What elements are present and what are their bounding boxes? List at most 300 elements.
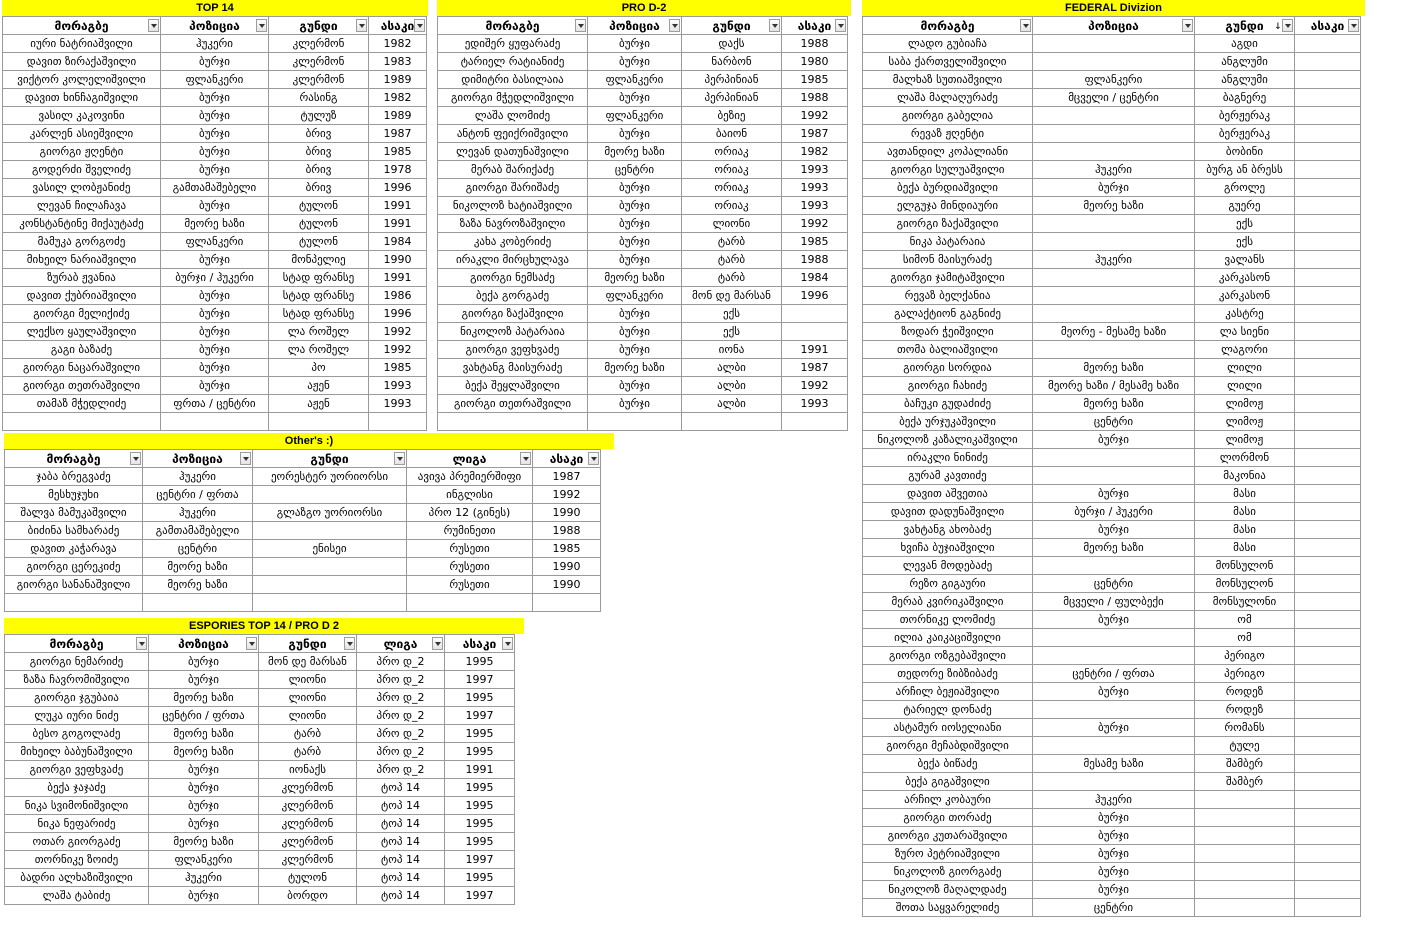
table-cell[interactable]: ტოპ 14 bbox=[357, 815, 445, 833]
table-cell[interactable]: 1995 bbox=[445, 689, 515, 707]
table-cell[interactable]: მასი bbox=[1195, 539, 1295, 557]
table-cell[interactable]: კასტრე bbox=[1195, 305, 1295, 323]
table-cell[interactable] bbox=[269, 413, 369, 431]
table-cell[interactable]: გიორგი გაბელია bbox=[863, 107, 1033, 125]
table-cell[interactable]: თორნიკე ზოიძე bbox=[5, 851, 149, 869]
table-cell[interactable] bbox=[1033, 53, 1195, 71]
filter-dropdown-icon[interactable] bbox=[769, 19, 780, 32]
table-cell[interactable] bbox=[1195, 899, 1295, 917]
table-cell[interactable] bbox=[1195, 881, 1295, 899]
table-cell[interactable]: კლერმონ bbox=[269, 53, 369, 71]
table-cell[interactable]: აჟენ bbox=[269, 395, 369, 413]
table-cell[interactable] bbox=[1295, 773, 1361, 791]
table-cell[interactable]: გალაქტიონ გაგნიძე bbox=[863, 305, 1033, 323]
table-cell[interactable]: ფლანკერი bbox=[161, 71, 269, 89]
filter-dropdown-icon[interactable] bbox=[130, 452, 141, 465]
table-cell[interactable]: ნიკოლოზ ხატიაშვილი bbox=[438, 197, 588, 215]
table-cell[interactable]: ინგლისი bbox=[407, 486, 533, 504]
table-cell[interactable]: 1987 bbox=[533, 468, 601, 486]
table-cell[interactable]: 1985 bbox=[782, 233, 848, 251]
table-cell[interactable]: არჩილ ბეჟიაშვილი bbox=[863, 683, 1033, 701]
table-cell[interactable]: ბრივ bbox=[269, 143, 369, 161]
filter-dropdown-icon[interactable] bbox=[414, 19, 425, 32]
table-cell[interactable]: ტულუზ bbox=[269, 107, 369, 125]
table-cell[interactable]: ლიონი bbox=[259, 671, 357, 689]
table-cell[interactable]: ბურჯი bbox=[161, 161, 269, 179]
table-cell[interactable]: ბურჯი bbox=[161, 377, 269, 395]
table-cell[interactable]: იური ნატრიაშვილი bbox=[3, 35, 161, 53]
table-cell[interactable]: ლაშა ტაბიძე bbox=[5, 887, 149, 905]
table-cell[interactable] bbox=[588, 413, 682, 431]
table-cell[interactable] bbox=[1033, 143, 1195, 161]
table-cell[interactable]: პრო დ_2 bbox=[357, 707, 445, 725]
table-cell[interactable] bbox=[1033, 269, 1195, 287]
table-cell[interactable]: 1984 bbox=[369, 233, 427, 251]
table-cell[interactable]: 1989 bbox=[369, 107, 427, 125]
table-cell[interactable]: ბურჯი bbox=[149, 653, 259, 671]
table-cell[interactable] bbox=[1295, 485, 1361, 503]
table-cell[interactable] bbox=[1295, 251, 1361, 269]
table-cell[interactable]: ბურჯი bbox=[149, 779, 259, 797]
table-cell[interactable]: დავით აშვეთია bbox=[863, 485, 1033, 503]
table-cell[interactable]: ჰუკერი bbox=[143, 504, 253, 522]
table-cell[interactable]: 1995 bbox=[445, 797, 515, 815]
table-cell[interactable]: ლიმოჟ bbox=[1195, 413, 1295, 431]
table-cell[interactable] bbox=[1295, 323, 1361, 341]
table-cell[interactable]: 1995 bbox=[445, 725, 515, 743]
table-cell[interactable] bbox=[1295, 53, 1361, 71]
table-cell[interactable] bbox=[782, 413, 848, 431]
table-cell[interactable] bbox=[1295, 233, 1361, 251]
table-cell[interactable]: მეორე ხაზი bbox=[588, 359, 682, 377]
table-cell[interactable]: 1988 bbox=[782, 89, 848, 107]
table-cell[interactable]: მეორე ხაზი bbox=[1033, 197, 1195, 215]
table-cell[interactable]: ბურჯი bbox=[161, 107, 269, 125]
table-cell[interactable]: ბურჯი bbox=[1033, 881, 1195, 899]
table-cell[interactable] bbox=[1033, 449, 1195, 467]
table-cell[interactable]: 1990 bbox=[533, 576, 601, 594]
table-cell[interactable]: 1992 bbox=[369, 323, 427, 341]
table-cell[interactable]: ბურჯი bbox=[1033, 431, 1195, 449]
table-cell[interactable]: გიორგი ზაქაშვილი bbox=[863, 215, 1033, 233]
table-cell[interactable]: გიორგი თეთრაშვილი bbox=[3, 377, 161, 395]
table-cell[interactable]: 1995 bbox=[445, 869, 515, 887]
table-cell[interactable]: ტოპ 14 bbox=[357, 887, 445, 905]
table-cell[interactable]: ლევან ჩილაჩავა bbox=[3, 197, 161, 215]
table-cell[interactable]: ცენტრი / ფრთა bbox=[149, 707, 259, 725]
table-cell[interactable]: კახა კობერიძე bbox=[438, 233, 588, 251]
table-cell[interactable]: ბურჯი bbox=[1033, 611, 1195, 629]
table-cell[interactable]: პრო 12 (გინეს) bbox=[407, 504, 533, 522]
table-cell[interactable]: მონ დე მარსან bbox=[259, 653, 357, 671]
table-cell[interactable] bbox=[1295, 791, 1361, 809]
table-cell[interactable]: ბექა ჯაჯაძე bbox=[5, 779, 149, 797]
table-cell[interactable]: ბურჯი bbox=[588, 233, 682, 251]
table-cell[interactable]: ბურჯი bbox=[1033, 521, 1195, 539]
table-cell[interactable]: ტარიელ დონაძე bbox=[863, 701, 1033, 719]
table-cell[interactable]: ავივა პრემიერშიფი bbox=[407, 468, 533, 486]
table-cell[interactable] bbox=[1295, 305, 1361, 323]
table-cell[interactable]: მონსულონ bbox=[1195, 557, 1295, 575]
table-cell[interactable]: აჟენ bbox=[269, 377, 369, 395]
table-cell[interactable] bbox=[1195, 791, 1295, 809]
table-cell[interactable]: ბურჯი bbox=[1033, 845, 1195, 863]
table-cell[interactable]: ბურჯი bbox=[149, 815, 259, 833]
table-cell[interactable]: მიხეილ ბაბუნაშვილი bbox=[5, 743, 149, 761]
filter-dropdown-icon[interactable] bbox=[394, 452, 405, 465]
table-cell[interactable] bbox=[369, 413, 427, 431]
table-cell[interactable] bbox=[1295, 737, 1361, 755]
table-cell[interactable]: 1993 bbox=[369, 395, 427, 413]
table-cell[interactable] bbox=[1295, 377, 1361, 395]
table-cell[interactable]: ბრივ bbox=[269, 179, 369, 197]
table-cell[interactable]: ირაკლი მირცხულავა bbox=[438, 251, 588, 269]
table-cell[interactable]: 1993 bbox=[782, 179, 848, 197]
table-cell[interactable]: ლაშა ლომიძე bbox=[438, 107, 588, 125]
table-cell[interactable]: მეორე ხაზი bbox=[1033, 359, 1195, 377]
table-cell[interactable]: 1985 bbox=[369, 359, 427, 377]
table-cell[interactable] bbox=[253, 522, 407, 540]
table-cell[interactable]: ცენტრი bbox=[588, 161, 682, 179]
table-cell[interactable]: ბურჯი bbox=[588, 341, 682, 359]
table-cell[interactable]: გიორგი ჯამიტაშვილი bbox=[863, 269, 1033, 287]
table-cell[interactable]: სტად ფრანსე bbox=[269, 269, 369, 287]
table-cell[interactable]: კლერმონ bbox=[259, 851, 357, 869]
table-cell[interactable] bbox=[1295, 557, 1361, 575]
table-cell[interactable]: 1982 bbox=[369, 35, 427, 53]
table-cell[interactable]: ფლანკერი bbox=[161, 233, 269, 251]
table-cell[interactable]: ბურჯი bbox=[1033, 683, 1195, 701]
table-cell[interactable]: მესამე ხაზი bbox=[1033, 755, 1195, 773]
table-cell[interactable]: ბაჩუკი გუდაძიძე bbox=[863, 395, 1033, 413]
table-cell[interactable] bbox=[1295, 863, 1361, 881]
table-cell[interactable]: ბურჯი bbox=[588, 323, 682, 341]
table-cell[interactable]: გიორგი ნემარიძე bbox=[5, 653, 149, 671]
table-cell[interactable]: გლაზგო უორიორსი bbox=[253, 504, 407, 522]
table-cell[interactable]: გამთამაშებელი bbox=[161, 179, 269, 197]
table-cell[interactable]: გიორგი ცერეკიძე bbox=[5, 558, 143, 576]
table-cell[interactable]: ვიქტორ კოლელიშვილი bbox=[3, 71, 161, 89]
table-cell[interactable]: ელგუჯა მინდიაური bbox=[863, 197, 1033, 215]
table-cell[interactable]: ავთანდილ კოპალიანი bbox=[863, 143, 1033, 161]
table-cell[interactable]: ბურჯი bbox=[588, 251, 682, 269]
table-cell[interactable]: ბექა ბურდიაშვილი bbox=[863, 179, 1033, 197]
table-cell[interactable]: ბურჯი bbox=[588, 395, 682, 413]
table-cell[interactable] bbox=[1295, 413, 1361, 431]
table-cell[interactable]: ლილი bbox=[1195, 359, 1295, 377]
table-cell[interactable]: ბურჯი bbox=[161, 359, 269, 377]
table-cell[interactable]: 1993 bbox=[369, 377, 427, 395]
table-cell[interactable]: გიორგი მეჩაბდიშვილი bbox=[863, 737, 1033, 755]
table-cell[interactable]: ნიკოლოზ მაღალდაძე bbox=[863, 881, 1033, 899]
table-cell[interactable] bbox=[1033, 35, 1195, 53]
table-cell[interactable]: თამაზ მჭედლიძე bbox=[3, 395, 161, 413]
table-cell[interactable]: კლერმონ bbox=[259, 779, 357, 797]
table-cell[interactable] bbox=[1195, 863, 1295, 881]
table-cell[interactable]: გიორგი ზაქაშვილი bbox=[438, 305, 588, 323]
table-cell[interactable]: ტარიელ რატიანიძე bbox=[438, 53, 588, 71]
table-cell[interactable]: გოდერძი შველიძე bbox=[3, 161, 161, 179]
table-cell[interactable]: ბურჯი bbox=[588, 125, 682, 143]
table-cell[interactable]: პერპინიან bbox=[682, 89, 782, 107]
table-cell[interactable] bbox=[143, 594, 253, 612]
table-cell[interactable]: რუსეთი bbox=[407, 558, 533, 576]
table-cell[interactable]: შამბერ bbox=[1195, 773, 1295, 791]
table-cell[interactable]: 1995 bbox=[445, 653, 515, 671]
table-cell[interactable]: ლიონი bbox=[682, 215, 782, 233]
table-cell[interactable]: 1989 bbox=[369, 71, 427, 89]
table-cell[interactable]: ორიაკ bbox=[682, 143, 782, 161]
filter-dropdown-icon[interactable] bbox=[588, 452, 599, 465]
table-cell[interactable]: ტულონ bbox=[269, 197, 369, 215]
table-cell[interactable]: ლაშა მალაღურაძე bbox=[863, 89, 1033, 107]
table-cell[interactable]: ბექა გიგაშვილი bbox=[863, 773, 1033, 791]
table-cell[interactable] bbox=[3, 413, 161, 431]
table-cell[interactable] bbox=[1295, 269, 1361, 287]
table-cell[interactable]: გიორგი ვეფხვაძე bbox=[5, 761, 149, 779]
table-cell[interactable]: პო bbox=[269, 359, 369, 377]
table-cell[interactable]: ბურჯი bbox=[588, 89, 682, 107]
table-cell[interactable]: ტოპ 14 bbox=[357, 869, 445, 887]
table-cell[interactable]: ბერჟერაკ bbox=[1195, 125, 1295, 143]
table-cell[interactable]: ჰუკერი bbox=[161, 35, 269, 53]
table-cell[interactable]: 1995 bbox=[445, 743, 515, 761]
table-cell[interactable]: ბურჯი bbox=[1033, 827, 1195, 845]
table-cell[interactable]: მიხეილ ნარიაშვილი bbox=[3, 251, 161, 269]
table-cell[interactable]: ლუკა იური ნიძე bbox=[5, 707, 149, 725]
table-cell[interactable] bbox=[1033, 233, 1195, 251]
table-cell[interactable]: ნიკოლოზ გიორგაძე bbox=[863, 863, 1033, 881]
table-cell[interactable]: ალბი bbox=[682, 395, 782, 413]
table-cell[interactable]: ცენტრი bbox=[143, 540, 253, 558]
filter-dropdown-icon[interactable] bbox=[835, 19, 846, 32]
table-cell[interactable]: 1996 bbox=[369, 305, 427, 323]
table-cell[interactable] bbox=[1033, 107, 1195, 125]
table-cell[interactable]: დავით ხინჩაგიშვილი bbox=[3, 89, 161, 107]
table-cell[interactable] bbox=[533, 594, 601, 612]
table-cell[interactable]: ბურჯი bbox=[161, 53, 269, 71]
table-cell[interactable]: ბერჟერაკ bbox=[1195, 107, 1295, 125]
table-cell[interactable]: მასი bbox=[1195, 485, 1295, 503]
filter-dropdown-icon[interactable] bbox=[1020, 19, 1031, 32]
table-cell[interactable]: 1992 bbox=[533, 486, 601, 504]
table-cell[interactable]: თომა ბალიაშვილი bbox=[863, 341, 1033, 359]
table-cell[interactable]: 1978 bbox=[369, 161, 427, 179]
table-cell[interactable]: გიორგი თეთრაშვილი bbox=[438, 395, 588, 413]
filter-dropdown-icon[interactable] bbox=[240, 452, 251, 465]
table-cell[interactable]: 1988 bbox=[782, 251, 848, 269]
table-cell[interactable]: ბურჯი bbox=[161, 323, 269, 341]
filter-dropdown-icon[interactable] bbox=[1348, 19, 1359, 32]
table-cell[interactable]: მეორე ხაზი bbox=[1033, 395, 1195, 413]
table-cell[interactable]: ვახტანგ ახობაძე bbox=[863, 521, 1033, 539]
table-cell[interactable]: გიორგი ვეფხვაძე bbox=[438, 341, 588, 359]
table-cell[interactable]: 1996 bbox=[782, 287, 848, 305]
table-cell[interactable]: გიორგი მელიქიძე bbox=[3, 305, 161, 323]
table-cell[interactable]: ვალანს bbox=[1195, 251, 1295, 269]
table-cell[interactable]: ბექა ბიწაძე bbox=[863, 755, 1033, 773]
table-cell[interactable] bbox=[1033, 737, 1195, 755]
table-cell[interactable]: ფლანკერი bbox=[588, 71, 682, 89]
table-cell[interactable]: გროლე bbox=[1195, 179, 1295, 197]
table-cell[interactable]: გიორგი სულუაშვილი bbox=[863, 161, 1033, 179]
table-cell[interactable]: ბრივ bbox=[269, 125, 369, 143]
table-cell[interactable] bbox=[1295, 719, 1361, 737]
filter-dropdown-icon[interactable] bbox=[148, 19, 159, 32]
table-cell[interactable]: ენისეი bbox=[253, 540, 407, 558]
table-cell[interactable] bbox=[682, 413, 782, 431]
filter-dropdown-icon[interactable] bbox=[356, 19, 367, 32]
table-cell[interactable]: 1980 bbox=[782, 53, 848, 71]
table-cell[interactable]: გამთამაშებელი bbox=[143, 522, 253, 540]
table-cell[interactable] bbox=[253, 558, 407, 576]
table-cell[interactable]: ბურჯი bbox=[1033, 863, 1195, 881]
table-cell[interactable]: ზურაბ ჟვანია bbox=[3, 269, 161, 287]
table-cell[interactable]: 1990 bbox=[369, 251, 427, 269]
table-cell[interactable] bbox=[1295, 593, 1361, 611]
table-cell[interactable]: ლორმონ bbox=[1195, 449, 1295, 467]
table-cell[interactable]: 1995 bbox=[445, 815, 515, 833]
table-cell[interactable]: ვასილ ლობჟანიძე bbox=[3, 179, 161, 197]
table-cell[interactable]: ედიშერ ყუფარაძე bbox=[438, 35, 588, 53]
table-cell[interactable] bbox=[1033, 287, 1195, 305]
table-cell[interactable]: ანტონ ფეიქრიშვილი bbox=[438, 125, 588, 143]
table-cell[interactable]: 1991 bbox=[369, 215, 427, 233]
table-cell[interactable]: ტოპ 14 bbox=[357, 833, 445, 851]
table-cell[interactable] bbox=[1295, 827, 1361, 845]
table-cell[interactable] bbox=[1295, 629, 1361, 647]
table-cell[interactable]: ბურჯი bbox=[1033, 809, 1195, 827]
table-cell[interactable]: ლექსო ყაულაშვილი bbox=[3, 323, 161, 341]
table-cell[interactable]: ნიკა პატარაია bbox=[863, 233, 1033, 251]
table-cell[interactable]: ფლანკერი bbox=[1033, 71, 1195, 89]
table-cell[interactable] bbox=[1195, 809, 1295, 827]
table-cell[interactable]: მეორე - მესამე ხაზი bbox=[1033, 323, 1195, 341]
table-cell[interactable]: ოთარ გიორგაძე bbox=[5, 833, 149, 851]
table-cell[interactable]: კარლენ ასიეშვილი bbox=[3, 125, 161, 143]
table-cell[interactable] bbox=[1033, 341, 1195, 359]
table-cell[interactable] bbox=[407, 594, 533, 612]
table-cell[interactable]: ბორდო bbox=[259, 887, 357, 905]
table-cell[interactable]: ტოპ 14 bbox=[357, 779, 445, 797]
table-cell[interactable]: დავით ზირაქაშვილი bbox=[3, 53, 161, 71]
table-cell[interactable] bbox=[1033, 125, 1195, 143]
table-cell[interactable]: 1991 bbox=[445, 761, 515, 779]
table-cell[interactable] bbox=[1295, 521, 1361, 539]
table-cell[interactable]: ლიონი bbox=[259, 707, 357, 725]
table-cell[interactable]: ანგლუმი bbox=[1195, 53, 1295, 71]
table-cell[interactable]: ზოდარ ჭეიშვილი bbox=[863, 323, 1033, 341]
table-cell[interactable]: 1985 bbox=[533, 540, 601, 558]
table-cell[interactable]: თედორე ზიბზიბაძე bbox=[863, 665, 1033, 683]
table-cell[interactable]: ზურო პეტრიაშვილი bbox=[863, 845, 1033, 863]
table-cell[interactable]: ფლანკერი bbox=[588, 287, 682, 305]
table-cell[interactable]: ჰუკერი bbox=[1033, 251, 1195, 269]
table-cell[interactable]: ბურჯი bbox=[588, 215, 682, 233]
table-cell[interactable] bbox=[1295, 359, 1361, 377]
table-cell[interactable]: 1997 bbox=[445, 851, 515, 869]
table-cell[interactable]: ფლანკერი bbox=[588, 107, 682, 125]
table-cell[interactable]: ბურჯი / ჰუკერი bbox=[1033, 503, 1195, 521]
table-cell[interactable]: ფლანკერი bbox=[149, 851, 259, 869]
table-cell[interactable] bbox=[1295, 701, 1361, 719]
table-cell[interactable]: 1983 bbox=[369, 53, 427, 71]
table-cell[interactable]: ასტამურ იოსელიანი bbox=[863, 719, 1033, 737]
table-cell[interactable]: 1982 bbox=[782, 143, 848, 161]
table-cell[interactable] bbox=[1033, 629, 1195, 647]
table-cell[interactable] bbox=[1295, 431, 1361, 449]
table-cell[interactable]: ლადო გუბიაჩა bbox=[863, 35, 1033, 53]
table-cell[interactable] bbox=[1033, 305, 1195, 323]
table-cell[interactable]: ექს bbox=[682, 323, 782, 341]
table-cell[interactable]: 1993 bbox=[782, 161, 848, 179]
table-cell[interactable]: ბობინი bbox=[1195, 143, 1295, 161]
table-cell[interactable] bbox=[161, 413, 269, 431]
filter-dropdown-icon[interactable] bbox=[575, 19, 586, 32]
table-cell[interactable]: მცველი / ცენტრი bbox=[1033, 89, 1195, 107]
table-cell[interactable]: შოთა საყვარელიძე bbox=[863, 899, 1033, 917]
table-cell[interactable]: ცენტრი bbox=[1033, 575, 1195, 593]
table-cell[interactable]: გიორგი მჭედლიშვილი bbox=[438, 89, 588, 107]
table-cell[interactable]: მონსულონ bbox=[1195, 575, 1295, 593]
table-cell[interactable]: 1991 bbox=[782, 341, 848, 359]
table-cell[interactable]: კლერმონ bbox=[259, 815, 357, 833]
filter-dropdown-icon[interactable] bbox=[669, 19, 680, 32]
table-cell[interactable]: 1996 bbox=[369, 179, 427, 197]
table-cell[interactable]: ტულე bbox=[1195, 737, 1295, 755]
table-cell[interactable]: მონპელიე bbox=[269, 251, 369, 269]
table-cell[interactable]: ტარბ bbox=[682, 251, 782, 269]
table-cell[interactable] bbox=[1033, 773, 1195, 791]
table-cell[interactable]: ლა სიენი bbox=[1195, 323, 1295, 341]
table-cell[interactable]: 1986 bbox=[369, 287, 427, 305]
table-cell[interactable]: გიორგი შარიშაძე bbox=[438, 179, 588, 197]
table-cell[interactable]: აგდი bbox=[1195, 35, 1295, 53]
table-cell[interactable] bbox=[1033, 215, 1195, 233]
filter-dropdown-icon[interactable] bbox=[520, 452, 531, 465]
table-cell[interactable]: 1992 bbox=[782, 107, 848, 125]
table-cell[interactable]: ბექა შეყლაშვილი bbox=[438, 377, 588, 395]
table-cell[interactable]: მეორე ხაზი bbox=[149, 689, 259, 707]
table-cell[interactable] bbox=[1295, 215, 1361, 233]
table-cell[interactable]: სტად ფრანსე bbox=[269, 287, 369, 305]
table-cell[interactable] bbox=[1295, 71, 1361, 89]
table-cell[interactable] bbox=[782, 323, 848, 341]
table-cell[interactable]: ტულონ bbox=[269, 215, 369, 233]
table-cell[interactable]: 1993 bbox=[782, 197, 848, 215]
table-cell[interactable]: ნიკოლოზ პატარაია bbox=[438, 323, 588, 341]
table-cell[interactable]: პერიგო bbox=[1195, 647, 1295, 665]
table-cell[interactable]: ომ bbox=[1195, 611, 1295, 629]
table-cell[interactable] bbox=[1295, 341, 1361, 359]
table-cell[interactable]: 1987 bbox=[782, 125, 848, 143]
table-cell[interactable]: ბურჯი bbox=[161, 287, 269, 305]
table-cell[interactable]: რომანს bbox=[1195, 719, 1295, 737]
table-cell[interactable]: ტულონ bbox=[269, 233, 369, 251]
filter-dropdown-icon[interactable] bbox=[1182, 19, 1193, 32]
table-cell[interactable]: გიორგი ჯგუბაია bbox=[5, 689, 149, 707]
table-cell[interactable]: ორიაკ bbox=[682, 197, 782, 215]
table-cell[interactable]: ჰუკერი bbox=[143, 468, 253, 486]
table-cell[interactable]: რევაზ ჟღენტი bbox=[863, 125, 1033, 143]
table-cell[interactable]: ლიონი bbox=[259, 689, 357, 707]
filter-dropdown-icon[interactable] bbox=[136, 637, 147, 650]
table-cell[interactable]: მეორე ხაზი bbox=[588, 143, 682, 161]
filter-dropdown-icon[interactable] bbox=[432, 637, 443, 650]
table-cell[interactable]: ბურჯი bbox=[161, 89, 269, 107]
table-cell[interactable]: მეორე ხაზი bbox=[161, 215, 269, 233]
table-cell[interactable]: რასინგ bbox=[269, 89, 369, 107]
